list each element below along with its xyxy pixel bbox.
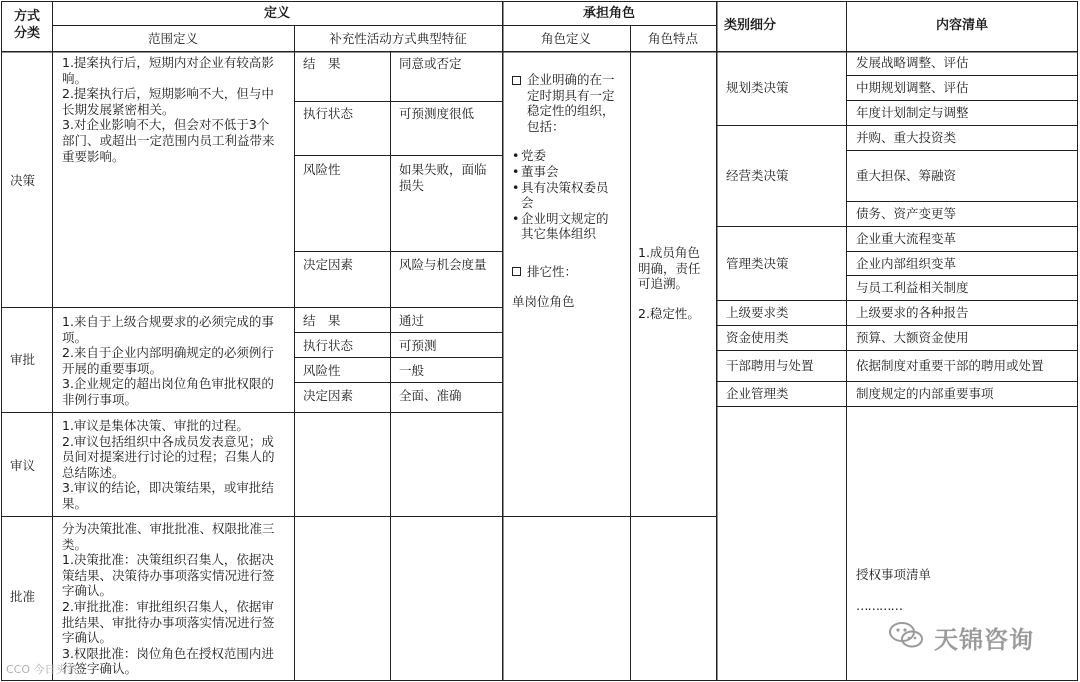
scope-review: 1.审议是集体决策、审批的过程。 2.审议包括组织中各成员发表意见；成 员间对提案进行讨论的过程；召集人的 总结陈述。 3.审议的结论，即决策结果，或审批结 果。 <box>62 418 275 511</box>
content-item: 与员工利益相关制度 <box>856 280 969 295</box>
role-feature-1: 1.成员角色 明确，责任 可追溯。 <box>638 245 701 292</box>
category-funds: 资金使用类 <box>726 330 789 345</box>
watermark-brand: 天锦咨询 <box>934 626 1034 654</box>
category-enterprise: 企业管理类 <box>726 386 789 401</box>
role-bullet: 具有决策权委员 会 <box>521 179 609 211</box>
feature-value: 全面、准确 <box>399 388 462 403</box>
scope-approval: 1.来自于上级合规要求的必须完成的事 项。 2.来自于企业内部明确规定的必须例行 开展的重要事项。 3.企业规定的超出岗位角色审批权限的 非例行事项。 <box>62 314 274 407</box>
role-bullet: 董事会 <box>521 163 559 179</box>
header-role: 承担角色 <box>582 6 635 21</box>
content-item: 预算、大额资金使用 <box>856 330 969 345</box>
feature-label: 结 果 <box>303 56 341 71</box>
feature-label: 执行状态 <box>303 338 354 353</box>
header-definition: 定义 <box>263 6 290 21</box>
content-item: 企业重大流程变革 <box>856 231 957 246</box>
category-operating: 经营类决策 <box>726 168 789 183</box>
method-approval: 审批 <box>10 352 36 367</box>
feature-value: 可预测 <box>399 338 437 353</box>
role-intro: 企业明确的在一 定时期具有一定 稳定性的组织， 包括： <box>527 72 615 134</box>
list-item: • 党委 <box>512 148 547 164</box>
method-review: 审议 <box>10 458 36 473</box>
content-item: 制度规定的内部重要事项 <box>856 386 994 401</box>
feature-value: 同意或否定 <box>399 56 462 71</box>
header-scope-definition: 范围定义 <box>147 31 198 46</box>
feature-value: 可预测度很低 <box>399 106 475 121</box>
category-planning: 规划类决策 <box>726 80 789 95</box>
header-role-definition: 角色定义 <box>540 31 591 46</box>
content-item: 依据制度对重要干部的聘用或处置 <box>856 358 1044 373</box>
role-exclusive: 排它性： <box>527 263 578 279</box>
wechat-icon <box>888 620 924 650</box>
header-role-feature: 角色特点 <box>647 31 698 46</box>
feature-label: 决定因素 <box>303 257 354 272</box>
category-cadre: 干部聘用与处置 <box>726 358 814 373</box>
feature-label: 风险性 <box>303 363 341 378</box>
header-supplementary-features: 补充性活动方式典型特征 <box>329 31 467 46</box>
watermark-corner: CCO 今日头条 <box>6 663 78 676</box>
scope-decision: 1.提案执行后，短期内对企业有较高影 响。 2.提案执行后，短期影响不大，但与中 长期发展紧密相关。 3.对企业影响不大，但会对不低于3个 部门、或超出一定范围内员工利益带来 重要影响。 <box>62 55 275 164</box>
category-management: 管理类决策 <box>726 256 789 271</box>
method-authorization: 批准 <box>10 589 36 604</box>
feature-value: 风险与机会度量 <box>399 257 487 272</box>
list-item: • 董事会 <box>512 163 559 179</box>
list-item: • 具有决策权委员 会 <box>512 179 609 211</box>
feature-label: 执行状态 <box>303 106 354 121</box>
role-definition-block <box>512 72 615 309</box>
feature-label: 结 果 <box>303 313 341 328</box>
content-item: 年度计划制定与调整 <box>856 105 969 120</box>
feature-value: 如果失败，面临 损失 <box>399 162 487 193</box>
content-item: 并购、重大投资类 <box>856 130 957 145</box>
content-item: 上级要求的各种报告 <box>856 305 969 320</box>
feature-label: 风险性 <box>303 162 341 177</box>
content-item: 企业内部组织变革 <box>856 256 957 271</box>
header-content-list: 内容清单 <box>935 18 988 33</box>
list-item: • 企业明文规定的 其它集体组织 <box>512 210 609 242</box>
role-single: 单岗位角色 <box>512 293 575 309</box>
role-feature-2: 2.稳定性。 <box>638 306 700 321</box>
feature-value: 一般 <box>399 363 425 378</box>
checkbox-square-icon <box>512 76 521 85</box>
header-category: 类别细分 <box>724 18 777 33</box>
authorization-list-title: 授权事项清单 <box>856 567 932 582</box>
content-item: 债务、资产变更等 <box>856 206 957 221</box>
feature-value: 通过 <box>399 313 425 328</box>
content-item: 发展战略调整、评估 <box>856 55 969 70</box>
authorization-ellipsis: ………… <box>856 598 902 613</box>
header-method-class: 方式 分类 <box>13 9 40 41</box>
category-superior: 上级要求类 <box>726 305 789 320</box>
scope-authorization: 分为决策批准、审批批准、权限批准三 类。 1.决策批准：决策组织召集人，依据决 策结果、决策待办事项落实情况进行签 字确认。 2.审批批准：审批组织召集人，依据审 批结果、审批待办事项落实情况进行签 字确认。 3.权限批准：岗位角色在授权范围内进 行签字确认。 <box>62 521 275 677</box>
feature-label: 决定因素 <box>303 388 354 403</box>
method-decision: 决策 <box>10 173 36 188</box>
role-bullet: 党委 <box>521 148 547 164</box>
checkbox-square-icon <box>512 267 521 276</box>
content-item: 重大担保、筹融资 <box>856 168 957 183</box>
content-item: 中期规划调整、评估 <box>856 80 969 95</box>
role-bullet: 企业明文规定的 其它集体组织 <box>521 210 609 242</box>
